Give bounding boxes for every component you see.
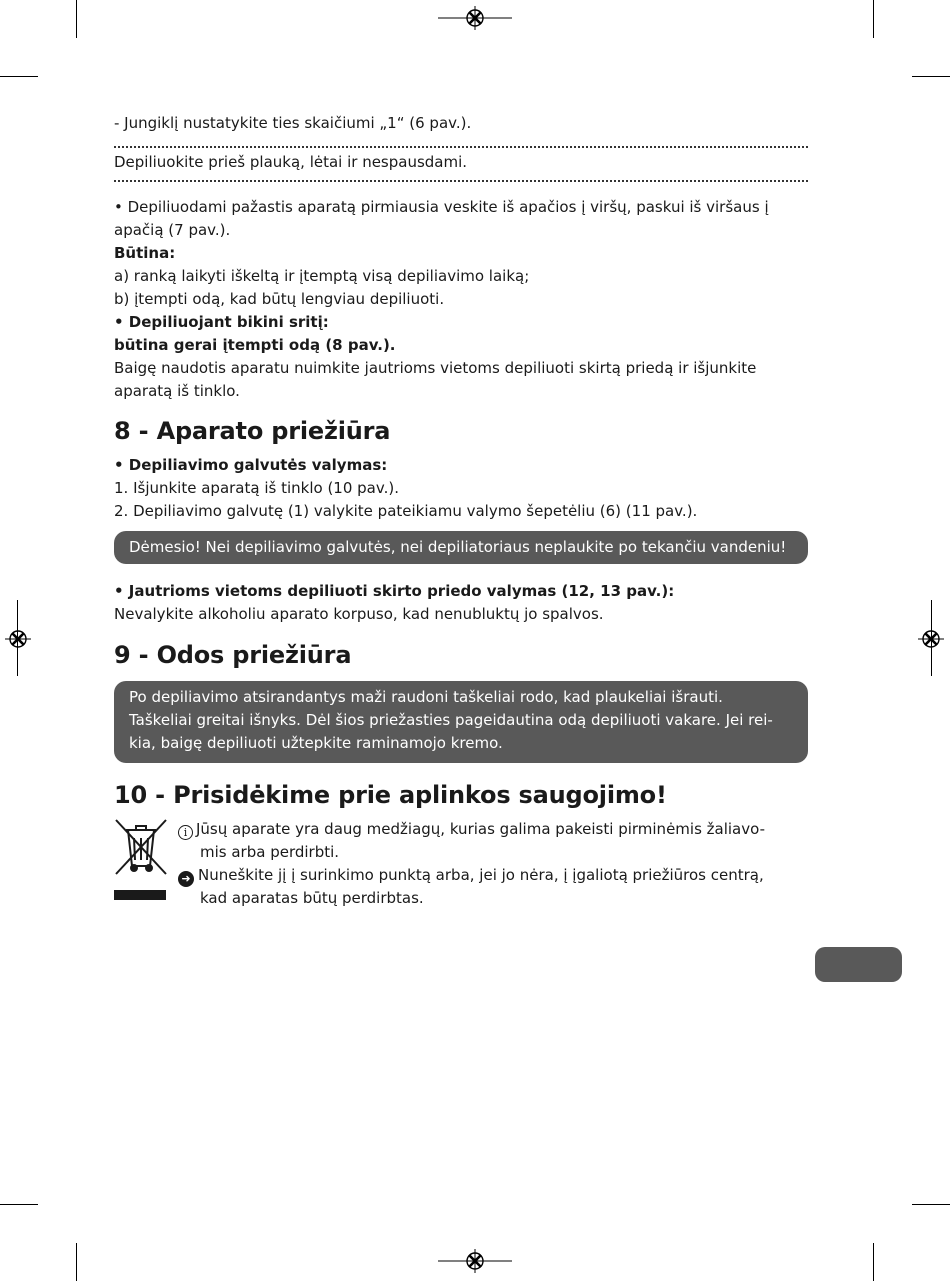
recycling-info: [178, 818, 808, 910]
arrow-right-icon: ➜: [178, 871, 194, 887]
skin-care-line-1: Po depiliavimo atsirandantys maži raudoni taškeliai rodo, kad plaukeliai išrauti.: [129, 688, 723, 706]
must-title: Būtina:: [114, 244, 176, 262]
bikini-note: būtina gerai įtempti odą (8 pav.).: [114, 336, 396, 354]
armpit-instructions: [114, 196, 808, 403]
warning-text: Dėmesio! Nei depiliavimo galvutės, nei depiliatoriaus neplaukite po tekančiu vandeniu!: [129, 538, 787, 556]
cleaning-step-2: 2. Depiliavimo galvutę (1) valykite pateikiamu valymo šepetėliu (6) (11 pav.).: [114, 502, 698, 520]
cleaning-head-block: [114, 454, 808, 523]
registration-mark-icon: [5, 626, 31, 652]
section-8-title: 8 - Aparato priežiūra: [114, 417, 391, 445]
warning-banner: [114, 531, 808, 564]
registration-mark-icon: [918, 626, 944, 652]
switch-instruction: - Jungiklį nustatykite ties skaičiumi „1“ (6 pav.).: [114, 114, 472, 132]
final-instruction-cont: aparatą iš tinklo.: [114, 382, 240, 400]
action-line-2: kad aparatas būtų perdirbtas.: [200, 889, 424, 907]
registration-mark-icon: [438, 1249, 512, 1273]
weee-bin-icon: [114, 818, 168, 902]
final-instruction: Baigę naudotis aparatu nuimkite jautrioms vietoms depiliuoti skirtą priedą ir išjunkite: [114, 359, 757, 377]
dotted-divider: [114, 146, 808, 148]
dotted-divider: [114, 180, 808, 182]
crop-mark: [873, 0, 874, 38]
crop-mark: [0, 76, 38, 77]
info-line-2: mis arba perdirbti.: [200, 843, 340, 861]
attachment-cleaning-note: Nevalykite alkoholiu aparato korpuso, kad nenubluktų jo spalvos.: [114, 605, 604, 623]
crop-mark: [76, 0, 77, 38]
armpit-paragraph: • Depiliuodami pažastis aparatą pirmiausia veskite iš apačios į viršų, paskui iš viršaus į: [114, 198, 769, 216]
crop-mark: [873, 1243, 874, 1281]
armpit-paragraph-cont: apačią (7 pav.).: [114, 221, 231, 239]
cleaning-step-1: 1. Išjunkite aparatą iš tinklo (10 pav.).: [114, 479, 399, 497]
crop-mark: [912, 1204, 950, 1205]
skin-care-box: [114, 681, 808, 763]
depilation-hint: Depiliuokite prieš plauką, lėtai ir nespausdami.: [114, 153, 468, 171]
info-icon: i: [178, 825, 193, 840]
cleaning-head-title: • Depiliavimo galvutės valymas:: [114, 456, 388, 474]
registration-mark-icon: [438, 6, 512, 30]
action-line-1: ➜ Nuneškite jį į surinkimo punktą arba, jei jo nėra, į įgaliotą priežiūros centrą,: [178, 864, 808, 887]
skin-care-line-2: Taškeliai greitai išnyks. Dėl šios priežasties pageidautina odą depiliuoti vakare. Jei rei-: [129, 711, 773, 729]
crop-mark: [0, 1204, 38, 1205]
page-tab-marker: [815, 947, 902, 982]
crop-mark: [76, 1243, 77, 1281]
skin-care-line-3: kia, baigę depiliuoti užtepkite raminamojo kremo.: [129, 734, 503, 752]
info-line-1: i Jūsų aparate yra daug medžiagų, kurias galima pakeisti pirminėmis žaliavo-: [178, 818, 808, 841]
section-9-title: 9 - Odos priežiūra: [114, 641, 352, 669]
crop-mark: [912, 76, 950, 77]
attachment-cleaning-block: [114, 580, 808, 626]
bikini-title: • Depiliuojant bikini sritį:: [114, 313, 329, 331]
attachment-cleaning-title: • Jautrioms vietoms depiliuoti skirto priedo valymas (12, 13 pav.):: [114, 582, 675, 600]
must-item-b: b) įtempti odą, kad būtų lengviau depiliuoti.: [114, 290, 445, 308]
section-10-title: 10 - Prisidėkime prie aplinkos saugojimo!: [114, 781, 667, 809]
must-item-a: a) ranką laikyti iškeltą ir įtemptą visą depiliavimo laiką;: [114, 267, 530, 285]
